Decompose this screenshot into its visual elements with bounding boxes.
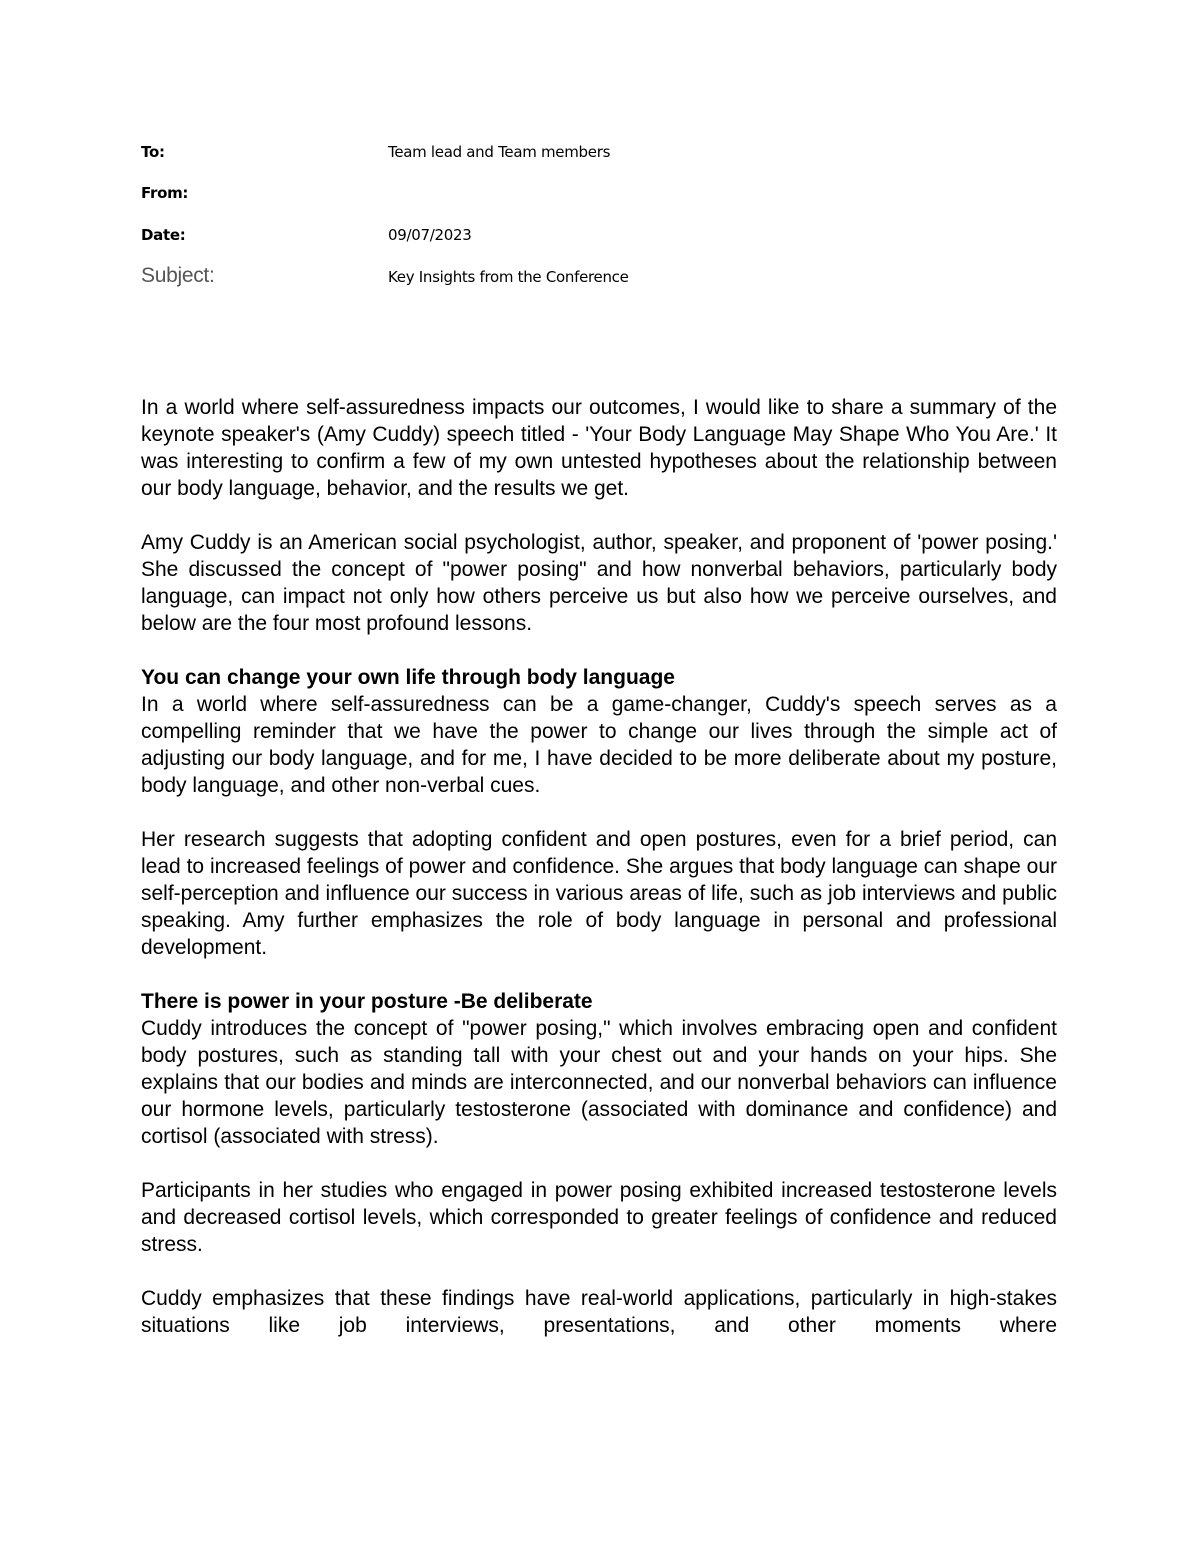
- paragraph-intro: In a world where self-assuredness impacts our outcomes, I would like to share a summary of the keynote speaker's (Amy Cuddy) speech titled - 'Your Body Language May Shape Who You Are.' It was interesting to confirm a few of my own untested hypotheses about the relationship between our body language, behavior, and the results we get.: [141, 396, 1057, 500]
- paragraph-power-posing: Cuddy introduces the concept of "power posing," which involves embracing open and confident body postures, such as standing tall with your chest out and your hands on your hips. She explains that our bodies and minds are interconnected, and our nonverbal behaviors can influence our hormone levels, particularly testosterone (associated with dominance and confidence) and cortisol (associated with stress).: [141, 1017, 1057, 1148]
- memo-to-label: To:: [141, 143, 165, 161]
- memo-subject-label: Subject:: [141, 264, 215, 287]
- memo-subject-value: Key Insights from the Conference: [388, 268, 629, 286]
- memo-date-label: Date:: [141, 226, 186, 244]
- section-heading-posture: There is power in your posture -Be deliberate: [141, 990, 593, 1013]
- paragraph-participants: Participants in her studies who engaged in power posing exhibited increased testosterone levels and decreased cortisol levels, which corresponded to greater feelings of confidence and reduced stress.: [141, 1179, 1057, 1256]
- paragraph-research: Her research suggests that adopting confident and open postures, even for a brief period, can lead to increased feelings of power and confidence. She argues that body language can shape our self-perception and influence our success in various areas of life, such as job interviews and public speaking. Amy further emphasizes the role of body language in personal and professional development.: [141, 828, 1057, 959]
- memo-date-value: 09/07/2023: [388, 226, 472, 244]
- memo-body: [141, 394, 1057, 1339]
- paragraph-about-speaker: Amy Cuddy is an American social psychologist, author, speaker, and proponent of 'power posing.' She discussed the concept of "power posing" and how nonverbal behaviors, particularly body language, can impact not only how others perceive us but also how we perceive ourselves, and below are the four most profound lessons.: [141, 531, 1057, 635]
- memo-from-label: From:: [141, 184, 189, 202]
- paragraph-change-life: In a world where self-assuredness can be a game-changer, Cuddy's speech serves as a compelling reminder that we have the power to change our lives through the simple act of adjusting our body language, and for me, I have decided to be more deliberate about my posture, body language, and other non-verbal cues.: [141, 693, 1057, 797]
- section-heading-body-language: You can change your own life through body language: [141, 666, 675, 689]
- paragraph-applications: Cuddy emphasizes that these findings have real-world applications, particularly in high-stakes situations like job interviews, presentations, and other moments where: [141, 1287, 1057, 1337]
- memo-to-value: Team lead and Team members: [388, 143, 611, 161]
